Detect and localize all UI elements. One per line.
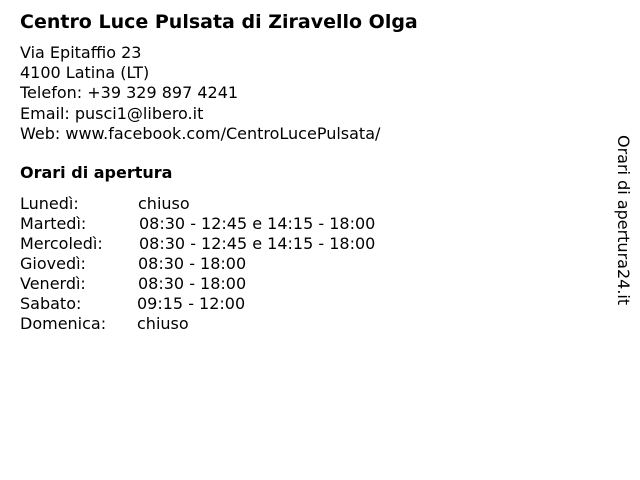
hours-row-wednesday xyxy=(20,234,440,254)
day-label: Sabato: xyxy=(20,294,82,313)
email-line: Email: pusci1@libero.it xyxy=(20,103,204,123)
hours-row-monday xyxy=(20,194,440,214)
time-value: 09:15 - 12:00 xyxy=(137,294,246,313)
hours-table xyxy=(20,194,440,334)
city-address: 4100 Latina (LT) xyxy=(20,63,150,83)
time-value: 08:30 - 12:45 e 14:15 - 18:00 xyxy=(139,234,376,253)
phone-line: Telefon: +39 329 897 4241 xyxy=(20,83,239,103)
time-value: chiuso xyxy=(138,194,190,213)
hours-row-friday xyxy=(20,274,440,294)
hours-row-thursday xyxy=(20,254,440,274)
time-value: 08:30 - 18:00 xyxy=(138,274,247,293)
time-value: chiuso xyxy=(137,314,189,333)
site-watermark: Orari di apertura24.it xyxy=(614,135,633,306)
hours-row-sunday xyxy=(20,314,440,334)
day-label: Martedì: xyxy=(20,214,87,233)
business-name: Centro Luce Pulsata di Ziravello Olga xyxy=(20,11,418,33)
hours-row-saturday xyxy=(20,294,440,314)
day-label: Venerdì: xyxy=(20,274,86,293)
street-address: Via Epitaffio 23 xyxy=(20,43,142,62)
hours-row-tuesday xyxy=(20,214,440,234)
hours-heading: Orari di apertura xyxy=(20,163,173,182)
time-value: 08:30 - 18:00 xyxy=(138,254,247,273)
web-line: Web: www.facebook.com/CentroLucePulsata/ xyxy=(20,123,381,143)
day-label: Giovedì: xyxy=(20,254,86,273)
time-value: 08:30 - 12:45 e 14:15 - 18:00 xyxy=(139,214,376,233)
day-label: Mercoledì: xyxy=(20,234,103,253)
day-label: Lunedì: xyxy=(20,194,79,213)
contact-block xyxy=(20,43,380,144)
day-label: Domenica: xyxy=(20,314,107,333)
